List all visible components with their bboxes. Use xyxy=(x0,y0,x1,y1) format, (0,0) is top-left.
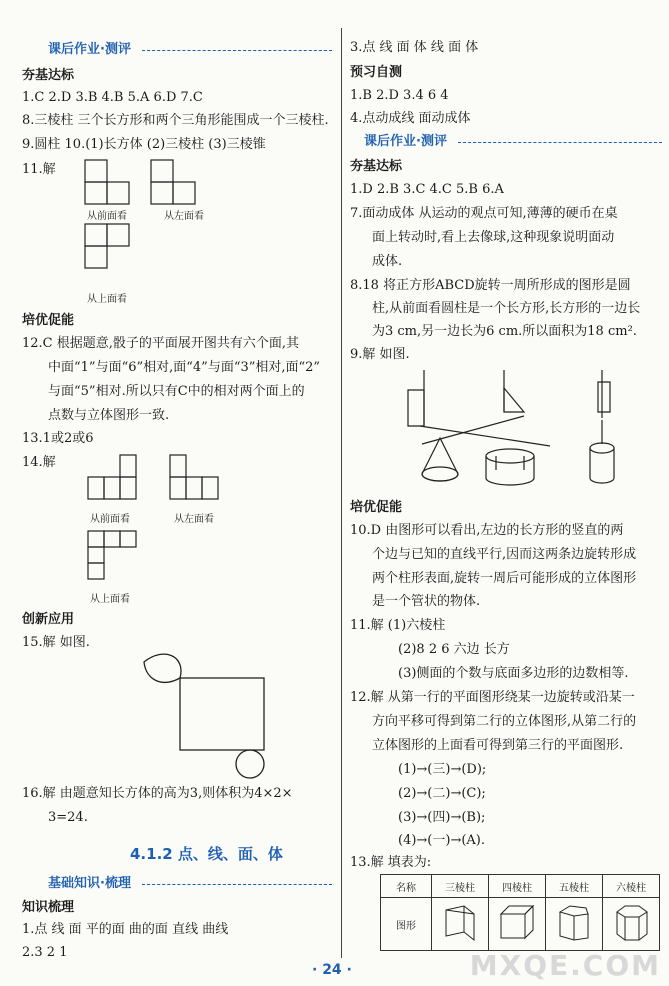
answer-line: 是一个管状的物体. xyxy=(372,594,481,609)
answer-line: 12.C 根据题意,骰子的平面展开图共有六个面,其 xyxy=(22,336,300,351)
answer-line: 13.解 填表为: xyxy=(350,855,432,870)
subheading: 知识梳理 xyxy=(22,900,75,915)
section-rule xyxy=(142,50,332,51)
pentagonal-prism-cell xyxy=(546,898,603,951)
answer-line: 1.D 2.B 3.C 4.C 5.B 6.A xyxy=(350,182,504,197)
caption: 从前面看 xyxy=(90,514,130,525)
q15-figure xyxy=(140,652,280,782)
answer-line: 16.解 由题意知长方体的高为3,则体积为4×2× xyxy=(22,786,293,801)
answer-line: 4.点动成线 面动成体 xyxy=(350,111,471,126)
column-divider xyxy=(341,28,342,958)
q11-views-figure xyxy=(85,160,265,300)
subheading: 夯基达标 xyxy=(350,159,403,174)
q13-table xyxy=(380,874,660,951)
triangular-prism-cell xyxy=(432,898,489,951)
q14-views-figure xyxy=(88,455,268,595)
answer-line: 立体图形的上面看可得到第三行的平面图形. xyxy=(372,738,624,753)
hexagonal-prism-cell xyxy=(603,898,660,951)
answer-line: 2.3 2 1 xyxy=(22,945,68,960)
answer-line: (2)→(二)→(C); xyxy=(398,786,486,801)
answer-line: 方向平移可得到第二行的立体图形,从第二行的 xyxy=(372,714,637,729)
answer-line: 面上转动时,看上去像球,这种现象说明面动 xyxy=(372,230,615,245)
answer-line: 9.圆柱 10.(1)长方体 (2)三棱柱 (3)三棱锥 xyxy=(22,137,266,152)
subheading: 培优促能 xyxy=(350,500,403,515)
table-header: 名称 xyxy=(381,875,432,898)
caption: 从前面看 xyxy=(87,211,127,222)
subheading: 预习自测 xyxy=(350,65,403,80)
answer-line: 柱,从前面看圆柱是一个长方形,长方形的一边长 xyxy=(372,301,641,316)
subheading: 夯基达标 xyxy=(22,68,75,83)
answer-line: 3.点 线 面 体 线 面 体 xyxy=(350,40,479,55)
answer-line: 两个柱形表面,旋转一周后可能形成的立体图形 xyxy=(372,571,637,586)
answer-line: 12.解 从第一行的平面图形绕某一边旋转或沿某一 xyxy=(350,690,635,705)
answer-line: 成体. xyxy=(372,254,403,269)
answer-line: (1)→(三)→(D); xyxy=(398,762,487,777)
answer-line: 与面“5”相对.所以只有C中的相对两个面上的 xyxy=(48,384,305,399)
answer-line: 点数与立体图形一致. xyxy=(48,408,170,423)
answer-line: 15.解 如图. xyxy=(22,635,90,650)
table-header: 六棱柱 xyxy=(603,875,660,898)
q9-rotation-figure xyxy=(400,368,620,493)
answer-line: 11.解 xyxy=(22,162,56,177)
answer-line: (3)→(四)→(B); xyxy=(398,810,486,825)
watermark: MXQE.COM xyxy=(469,949,661,982)
section-heading: 基础知识·梳理 xyxy=(48,876,131,891)
pentagonal-prism-icon xyxy=(554,902,594,944)
answer-line: 中面“1”与面“6”相对,面“4”与面“3”相对,面“2” xyxy=(48,360,321,375)
caption: 从上面看 xyxy=(90,594,130,605)
caption: 从左面看 xyxy=(174,514,214,525)
answer-line: (4)→(一)→(A). xyxy=(398,833,486,848)
table-header: 三棱柱 xyxy=(432,875,489,898)
table-row-label: 图形 xyxy=(381,898,432,951)
table-header: 五棱柱 xyxy=(546,875,603,898)
triangular-prism-icon xyxy=(440,902,480,944)
section-heading: 课后作业·测评 xyxy=(48,42,131,57)
answer-line: 10.D 由图形可以看出,左边的长方形的竖直的两 xyxy=(350,523,624,538)
answer-line: 9.解 如图. xyxy=(350,347,410,362)
caption: 从上面看 xyxy=(87,294,127,305)
answer-line: (3)侧面的个数与底面多边形的边数相等. xyxy=(398,666,629,681)
answer-line: (2)8 2 6 六边 长方 xyxy=(398,642,510,657)
lesson-title: 4.1.2 点、线、面、体 xyxy=(130,845,283,863)
answer-line: 1.C 2.D 3.B 4.B 5.A 6.D 7.C xyxy=(22,90,203,105)
answer-line: 为3 cm,另一边长为6 cm.所以面积为18 cm². xyxy=(372,324,637,339)
table-row xyxy=(381,898,660,951)
answer-line: 3=24. xyxy=(48,810,88,825)
answer-line: 11.解 (1)六棱柱 xyxy=(350,618,446,633)
answer-line: 8.三棱柱 三个长方形和两个三角形能围成一个三棱柱. xyxy=(22,113,329,128)
table-header: 四棱柱 xyxy=(489,875,546,898)
section-rule xyxy=(458,142,662,143)
section-heading: 课后作业·测评 xyxy=(364,134,447,149)
page-number: · 24 · xyxy=(312,962,352,978)
section-rule xyxy=(142,884,332,885)
answer-line: 1.B 2.D 3.4 6 4 xyxy=(350,88,449,103)
answer-line: 8.18 将正方形ABCD旋转一周所形成的图形是圆 xyxy=(350,278,631,293)
hexagonal-prism-icon xyxy=(611,902,651,944)
answer-line: 14.解 xyxy=(22,455,56,470)
answer-line: 个边与已知的直线平行,因而这两条边旋转形成 xyxy=(372,547,637,562)
answer-line: 13.1或2或6 xyxy=(22,431,94,446)
subheading: 培优促能 xyxy=(22,313,75,328)
quadrangular-prism-icon xyxy=(497,902,537,944)
answer-line: 7.面动成体 从运动的观点可知,薄薄的硬币在桌 xyxy=(350,206,618,221)
quadrangular-prism-cell xyxy=(489,898,546,951)
answer-line: 1.点 线 面 平的面 曲的面 直线 曲线 xyxy=(22,922,229,937)
caption: 从左面看 xyxy=(164,211,204,222)
table-header-row xyxy=(381,875,660,898)
subheading: 创新应用 xyxy=(22,612,75,627)
